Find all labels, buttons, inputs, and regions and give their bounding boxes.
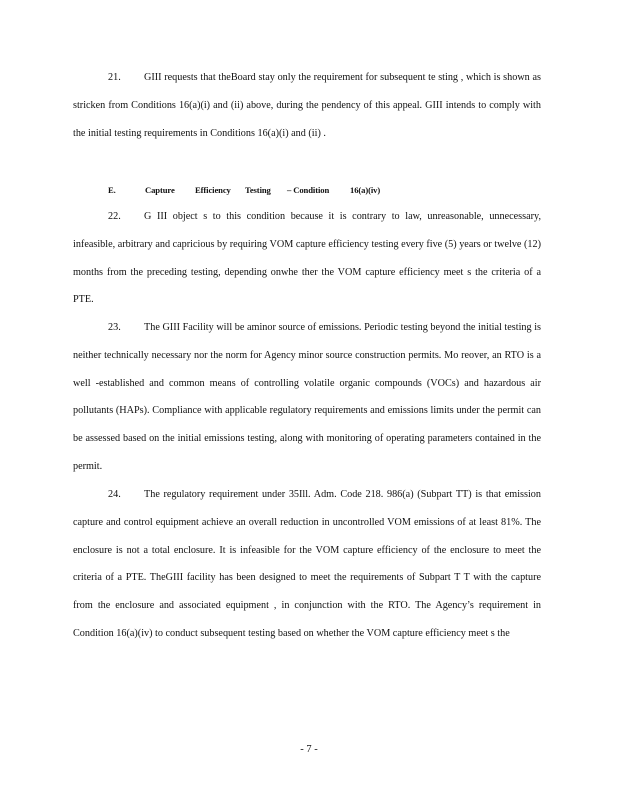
paragraph-text: The GIII Facility will be aminor source of emissions. Periodic testing beyond the initial testing is neither technically necessary nor the norm for Agency minor source construction permits. Mo reover, an RTO is a well -established and common means of controlling volatile organic compounds (VOCs) and hazardous air pollutants (HAPs). Compliance with applicable regulatory requirements and emissions limits under the permit can be assessed based on the initial emissions testing, along with monitoring of operating parameters contained in the permit. — [73, 322, 541, 472]
paragraph-23 — [73, 314, 541, 481]
paragraph-text: G III object s to this condition because it is contrary to law, unreasonable, unnecessary, infeasible, arbitrary and capricious by requiring VOM capture efficiency testing every five (5) years or twelve (12) months from the preceding testing, depending onwhe ther the VOM capture efficiency meet s the criteria of a PTE. — [73, 211, 541, 306]
heading-word: Efficiency — [195, 185, 231, 195]
paragraph-21 — [73, 64, 541, 147]
heading-letter: E. — [108, 185, 116, 195]
paragraph-number: 23. — [108, 322, 121, 333]
heading-word: – Condition — [287, 185, 330, 195]
paragraph-text: GIII requests that theBoard stay only the requirement for subsequent te sting , which is shown as stricken from Conditions 16(a)(i) and (ii) above, during the pendency of this appeal. GIII intends to comply with the initial testing requirements in Conditions 16(a)(i) and (ii) . — [73, 72, 541, 139]
section-heading — [108, 181, 438, 199]
paragraph-text: The regulatory requirement under 35Ill. Adm. Code 218. 986(a) (Subpart TT) is that emission capture and control equipment achieve an overall reduction in uncontrolled VOM emissions of at least 81%. The enclosure is not a total enclosure. It is infeasible for the VOM capture efficiency of the enclosure to meet the criteria of a PTE. TheGIII facility has been designed to meet the requirements of Subpart T T with the capture from the enclosure and associated equipment , in conjunction with the RTO. The Agency’s requirement in Condition 16(a)(iv) to conduct subsequent testing based on whether the VOM capture efficiency meet s the — [73, 489, 541, 639]
paragraph-number: 24. — [108, 489, 121, 500]
paragraph-number: 22. — [108, 211, 121, 222]
heading-word: 16(a)(iv) — [350, 185, 381, 195]
heading-word: Capture — [145, 185, 175, 195]
page-number: - 7 - — [300, 744, 318, 755]
paragraph-24 — [73, 481, 541, 648]
heading-word: Testing — [245, 185, 271, 195]
paragraph-number: 21. — [108, 72, 121, 83]
paragraph-22 — [73, 203, 541, 314]
